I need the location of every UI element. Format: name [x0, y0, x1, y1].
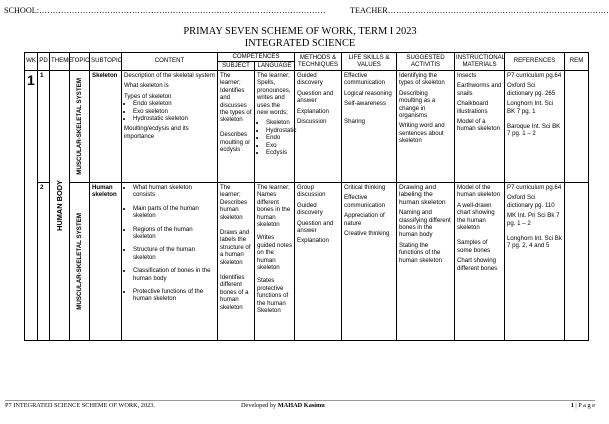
material-item: Chalkboard illustrations	[457, 100, 489, 115]
competence-text: Identifies different bones of a human skeleton	[220, 274, 249, 311]
topic-text: MUSCULAR-SKELETAL SYSTEM	[75, 78, 83, 175]
material-item: Insects	[457, 72, 477, 79]
life-skill-item: Critical thinking	[344, 184, 386, 191]
competence-text: Draws and labels the structure of a human skeleton	[220, 229, 251, 266]
method-item: Question and answer	[297, 89, 334, 105]
activity-item: Stating the functions of the human skeleton	[399, 241, 443, 264]
reference-item: Oxford Sci dictionary pg. 265	[507, 82, 556, 97]
reference-item: P7 curriculum pg.64	[507, 184, 562, 191]
col-theme: THEME	[50, 53, 70, 71]
material-item: Model of the human skeleton	[457, 184, 501, 199]
list-item: • Main parts of the human skeleton	[133, 205, 215, 220]
document-subtitle: INTEGRATED SCIENCE	[244, 38, 356, 49]
theme-cell	[50, 71, 70, 341]
life-skill-item: Effective communication	[344, 72, 385, 87]
material-item: Samples of some bones	[457, 239, 491, 254]
material-item: Earthworms and snails	[457, 82, 502, 97]
theme-text: HUMAN BODY	[54, 180, 64, 231]
teacher-label: TEACHER………………………………………………………………………	[350, 6, 609, 15]
subject-competence-cell	[218, 71, 255, 183]
list-item: • Structure of the human skeleton	[133, 246, 215, 261]
competence-text: The learner; Describes human skeleton	[220, 184, 248, 221]
content-text: Description of the skeletal system	[124, 72, 215, 79]
page-number: 1	[570, 402, 574, 409]
col-subject: SUBJECT	[218, 62, 255, 71]
col-language: LANGUAGE	[255, 62, 295, 71]
activity-item: Describing moulting as a change in organisms	[399, 89, 436, 120]
life-skill-item: Sharing	[344, 117, 366, 125]
remarks-cell	[565, 183, 589, 341]
reference-item: P7 curriculum pg.64	[507, 72, 562, 79]
activities-cell	[397, 183, 455, 341]
language-competence-cell	[255, 71, 295, 183]
life-skill-item: Appreciation of nature	[344, 212, 385, 227]
topic-cell	[70, 71, 90, 183]
reference-item: Oxford Sci dictionary pg. 110	[507, 194, 555, 209]
col-topic: TOPIC	[70, 53, 90, 71]
col-life-skills: LIFE SKILLS & VALUES	[342, 53, 397, 71]
life-skills-cell	[342, 71, 397, 183]
method-item: Explanation	[297, 107, 329, 115]
method-item: Question and answer	[297, 219, 334, 235]
remarks-cell	[565, 71, 589, 183]
col-subtopic: SUBTOPIC	[90, 53, 122, 71]
life-skill-item: Self-awareness	[344, 100, 387, 108]
material-item: Model of a human skeleton	[457, 118, 501, 133]
list-item: • Exo skeleton	[133, 108, 215, 115]
activity-item: Identifying the types of skeleton	[399, 72, 445, 87]
method-item: Group discussion	[297, 184, 326, 199]
col-wk: WK	[25, 53, 38, 71]
life-skill-item: Logical reasoning	[344, 89, 392, 97]
col-remarks: REM	[565, 53, 589, 71]
table-row	[25, 183, 589, 341]
col-references: REFERENCES	[505, 53, 565, 71]
life-skill-item: Effective communication	[344, 194, 385, 209]
methods-cell	[295, 183, 342, 341]
life-skill-item: Creative thinking	[344, 230, 390, 238]
col-materials: INSTRUCTIONAL MATERIALS	[455, 53, 505, 71]
method-item: Guided discovery	[297, 201, 323, 217]
col-competences: COMPETENCES	[218, 53, 295, 62]
page-footer	[5, 402, 595, 412]
content-text: Types of skeleton	[124, 92, 172, 100]
list-item: • Ecdysis	[266, 149, 292, 156]
subject-competence-cell	[218, 183, 255, 341]
references-cell	[505, 71, 565, 183]
school-label: SCHOOL:……………………………………………………………………………………………	[4, 6, 326, 15]
footer-divider	[5, 400, 595, 401]
method-item: Explanation	[297, 237, 329, 245]
content-text: Moulting/ecdysis and its importance	[124, 125, 189, 140]
col-content: CONTENT	[122, 53, 218, 71]
list-item: • What human skeleton consists	[133, 184, 215, 199]
activity-item: Writing word and sentences about skeleton	[399, 122, 445, 145]
col-methods: METHODS & TECHNIQUES	[295, 53, 342, 71]
subtopic-cell: Human skeleton	[90, 183, 122, 341]
period-cell: 2	[38, 183, 50, 341]
scheme-of-work-table	[24, 52, 589, 341]
table-header-row	[25, 53, 589, 62]
reference-item: Longhorn Int. Sci Bk 7 pg. 2, 4 and 5	[507, 235, 562, 250]
week-number: 1	[27, 72, 35, 88]
method-item: Discussion	[297, 118, 327, 126]
references-cell	[505, 183, 565, 341]
school-teacher-header	[4, 6, 609, 18]
list-item: • Hydrostatic	[266, 127, 292, 134]
activity-item: Naming and classifying different bones in the human body	[399, 209, 451, 239]
list-item: • Endo skeleton	[133, 100, 215, 107]
materials-cell	[455, 71, 505, 183]
list-item: • Skeleton	[266, 119, 292, 126]
list-item: • Endo	[266, 134, 292, 141]
life-skills-cell	[342, 183, 397, 341]
footer-credit-prefix: Developed by	[241, 402, 277, 409]
methods-cell	[295, 71, 342, 183]
reference-item: MK Int. Pri Sci Bk 7 pg. 1 – 2	[507, 212, 560, 227]
page-label: | P a g e	[575, 402, 595, 409]
competence-text: The learner; Names different bones in the human skeleton	[257, 184, 291, 229]
list-item: • Classification of bones in the human body	[133, 267, 215, 282]
footer-credit	[241, 402, 325, 409]
method-item: Guided discovery	[297, 72, 323, 87]
reference-item: Longhorn Int. Sci BK 7 pg. 1	[507, 100, 554, 115]
week-cell	[25, 71, 38, 341]
competence-text: States protective functions of the human Skeleton	[257, 277, 289, 315]
material-item: Chart showing different bones	[457, 257, 498, 272]
subtopic-cell: Skeleton	[90, 71, 122, 183]
list-item: • Hydrostatic skeleton	[133, 115, 215, 122]
footer-left-text: P7 INTEGRATED SCIENCE SCHEME OF WORK, 2023.	[5, 402, 155, 409]
reference-item: Baroque Int. Sci BK 7 pg. 1 – 2	[507, 123, 561, 138]
footer-author: MAHAD Kasimu	[277, 402, 325, 409]
competence-text: Writes guided notes on the human skeleton	[257, 234, 292, 272]
competence-text: The learner; Identifies and discusses the types of skeleton Describes moulting or ecdysis	[220, 72, 252, 154]
footer-page	[571, 402, 595, 409]
activities-cell	[397, 71, 455, 183]
col-activities: SUGGESTED ACTIVITIS	[397, 53, 455, 71]
period-cell: 1	[38, 71, 50, 183]
content-cell	[122, 71, 218, 183]
materials-cell	[455, 183, 505, 341]
col-pd: PD	[38, 53, 50, 71]
content-cell	[122, 183, 218, 341]
document-title: PRIMAY SEVEN SCHEME OF WORK, TERM I 2023	[183, 26, 417, 37]
topic-cell	[70, 183, 90, 341]
material-item: A well-drawn chart showing the human skeleton	[457, 201, 495, 232]
language-competence-cell	[255, 183, 295, 341]
list-item: • Exo	[266, 142, 292, 149]
table-row	[25, 71, 589, 183]
list-item: • Regions of the human skeleton	[133, 226, 215, 241]
content-text: What skeleton is	[124, 82, 169, 90]
competence-text: The learner; Spells, pronounces, writes and uses the new words;	[257, 72, 291, 117]
topic-text: MUSCULAR-SKELETAL SYSTEM	[75, 213, 83, 310]
list-item: • Protective functions of the human skeleton	[133, 288, 215, 303]
activity-item: Drawing and labeling the human skeleton	[399, 184, 446, 206]
